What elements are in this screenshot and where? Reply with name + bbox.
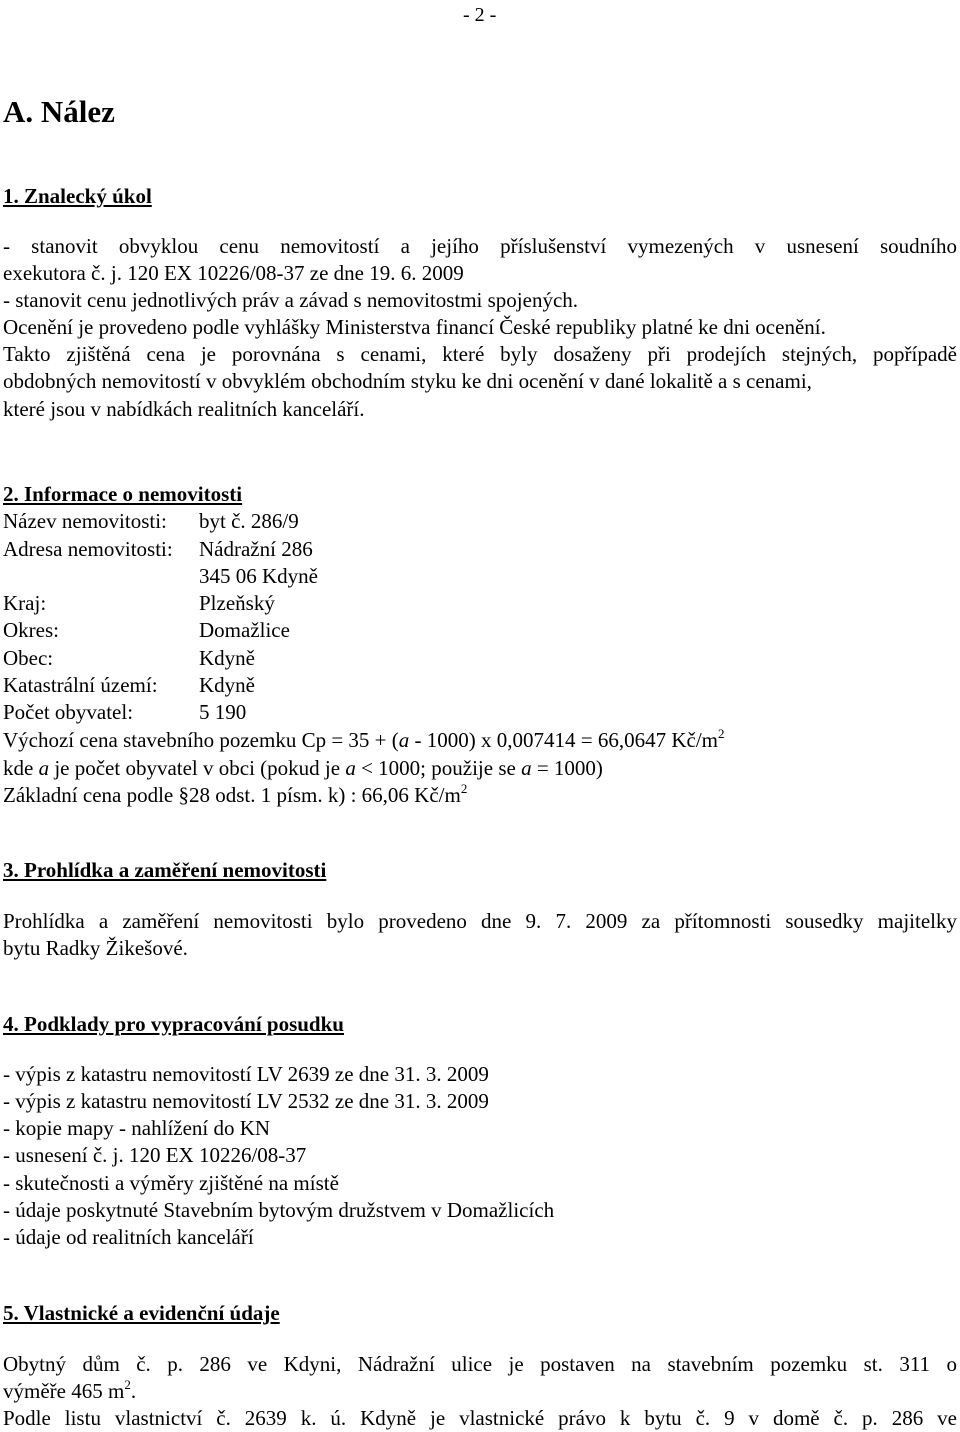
- property-address-value-1: Nádražní 286: [199, 537, 313, 561]
- formula-2-variable-2: a: [345, 756, 356, 780]
- region-value: Plzeňský: [199, 591, 275, 615]
- section-5-line-2-text: výměře 465 m: [3, 1379, 125, 1403]
- section-2-heading: 2. Informace o nemovitosti: [3, 482, 243, 506]
- formula-line-3: [3, 782, 467, 809]
- cadastral-area-value: Kdyně: [199, 673, 255, 697]
- section-1-line-3: - stanovit cenu jednotlivých práv a závad s nemovitostmi spojených.: [3, 288, 579, 312]
- list-item: - skutečnosti a výměry zjištěné na místě: [3, 1171, 339, 1195]
- district-value: Domažlice: [199, 618, 290, 642]
- property-address-value-2: 345 06 Kdyně: [199, 564, 318, 588]
- section-1-line-6: obdobných nemovitostí v obvyklém obchodním styku ke dni ocenění v dané lokalitě a s cenami,: [3, 369, 812, 393]
- list-item: - usnesení č. j. 120 EX 10226/08-37: [3, 1143, 307, 1167]
- section-3-heading: 3. Prohlídka a zaměření nemovitosti: [3, 858, 327, 882]
- list-item: - výpis z katastru nemovitostí LV 2532 ze dne 31. 3. 2009: [3, 1089, 489, 1113]
- list-item: - údaje od realitních kanceláří: [3, 1225, 254, 1249]
- formula-1-superscript: 2: [718, 726, 725, 741]
- region-label: Kraj:: [3, 591, 47, 615]
- section-3-line-2: bytu Radky Žikešové.: [3, 936, 188, 960]
- formula-2-variable-1: a: [38, 756, 50, 780]
- page-number: - 2 -: [463, 4, 497, 26]
- section-1-line-4: Ocenění je provedeno podle vyhlášky Ministerstva financí České republiky platné ke dni ocenění.: [3, 315, 826, 339]
- section-5-line-1: Obytný dům č. p. 286 ve Kdyni, Nádražní ulice je postaven na stavebním pozemku st. 311 o: [3, 1352, 957, 1376]
- section-1-heading: 1. Znalecký úkol: [3, 184, 152, 208]
- formula-2-variable-3: a: [521, 756, 532, 780]
- formula-2-text-c: < 1000; použije se: [355, 756, 522, 780]
- section-1-line-5: Takto zjištěná cena je porovnána s cenami, které byly dosaženy při prodejích stejných, popřípadě: [3, 342, 957, 366]
- list-item: - údaje poskytnuté Stavebním bytovým družstvem v Domažlicích: [3, 1198, 555, 1222]
- section-5-superscript: 2: [124, 1377, 131, 1392]
- property-name-label: Název nemovitosti:: [3, 509, 167, 533]
- formula-2-text-d: = 1000): [531, 756, 603, 780]
- section-3-line-1: Prohlídka a zaměření nemovitosti bylo provedeno dne 9. 7. 2009 za přítomnosti sousedky majitelky: [3, 909, 957, 933]
- population-label: Počet obyvatel:: [3, 700, 134, 724]
- list-item: - výpis z katastru nemovitostí LV 2639 ze dne 31. 3. 2009: [3, 1062, 489, 1086]
- formula-3-superscript: 2: [460, 781, 468, 796]
- section-5-heading: 5. Vlastnické a evidenční údaje: [3, 1301, 280, 1325]
- section-4-heading: 4. Podklady pro vypracování posudku: [3, 1012, 344, 1036]
- property-address-label: Adresa nemovitosti:: [3, 537, 173, 561]
- formula-line-1: [3, 727, 725, 754]
- formula-1-text-a: Výchozí cena stavebního pozemku Cp = 35 + (: [3, 728, 399, 752]
- section-5-line-2-end: .: [130, 1379, 137, 1403]
- formula-2-text-b: je počet obyvatel v obci (pokud je: [49, 756, 346, 780]
- formula-3-text: Základní cena podle §28 odst. 1 písm. k) : 66,06 Kč/m: [3, 783, 461, 807]
- district-label: Okres:: [3, 618, 59, 642]
- municipality-value: Kdyně: [199, 646, 255, 670]
- section-1-line-1: - stanovit obvyklou cenu nemovitostí a jejího příslušenství vymezených v usnesení soudního: [3, 234, 957, 258]
- municipality-label: Obec:: [3, 646, 54, 670]
- formula-1-text-b: - 1000) x 0,007414 = 66,0647 Kč/m: [409, 728, 718, 752]
- cadastral-area-label: Katastrální území:: [3, 673, 158, 697]
- formula-1-variable: a: [398, 728, 410, 752]
- section-5-line-3: Podle listu vlastnictví č. 2639 k. ú. Kdyně je vlastnické právo k bytu č. 9 v domě č. p. 286 ve: [3, 1406, 957, 1430]
- formula-2-text-a: kde: [3, 756, 39, 780]
- section-1-line-7: které jsou v nabídkách realitních kanceláří.: [3, 397, 365, 421]
- property-name-row: [3, 508, 167, 535]
- section-5-line-2: [3, 1378, 136, 1405]
- main-heading: A. Nález: [3, 94, 115, 129]
- property-name-value: byt č. 286/9: [199, 509, 299, 533]
- formula-line-2: [3, 755, 603, 782]
- list-item: - kopie mapy - nahlížení do KN: [3, 1116, 271, 1140]
- section-1-line-2: exekutora č. j. 120 EX 10226/08-37 ze dne 19. 6. 2009: [3, 261, 464, 285]
- population-value: 5 190: [199, 700, 247, 724]
